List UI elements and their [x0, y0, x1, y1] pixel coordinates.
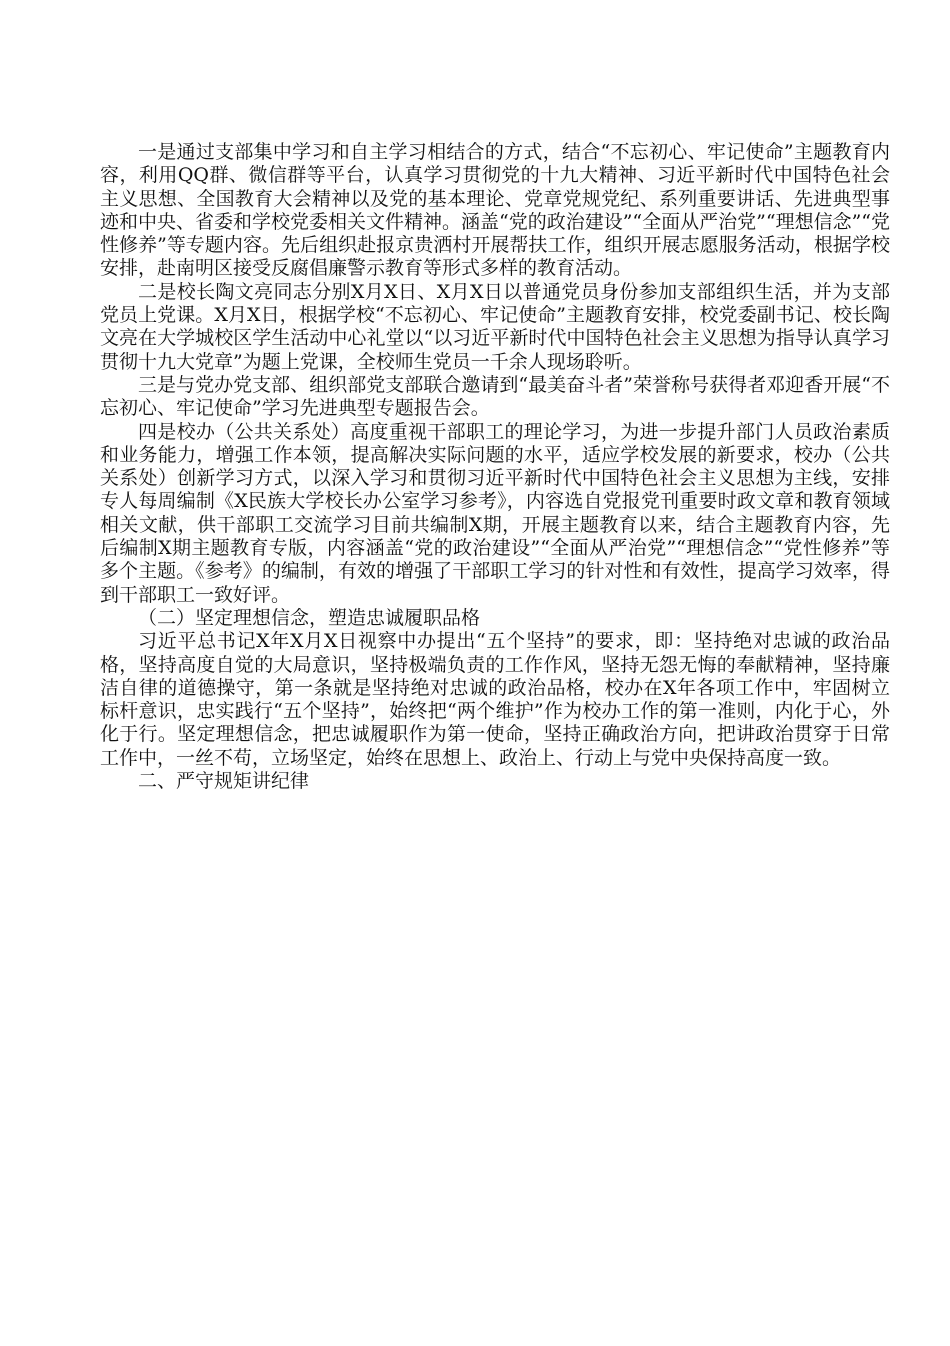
paragraph-item-1: 一是通过支部集中学习和自主学习相结合的方式，结合“不忘初心、牢记使命”主题教育内容，利用QQ群、微信群等平台，认真学习贯彻党的十九大精神、习近平新时代中国特色社会主义思想、全国教育大会精神以及党的基本理论、党章党规党纪、系列重要讲话、先进典型事迹和中央、省委和学校党委相关文件精神。涵盖“党的政治建设”“全面从严治党”“理想信念”“党性修养”等专题内容。先后组织赴报京贵洒村开展帮扶工作，组织开展志愿服务活动，根据学校安排，赴南明区接受反腐倡廉警示教育等形式多样的教育活动。: [100, 141, 890, 280]
paragraph-item-2: 二是校长陶文亮同志分别X月X日、X月X日以普通党员身份参加支部组织生活，并为支部党员上党课。X月X日，根据学校“不忘初心、牢记使命”主题教育安排，校党委副书记、校长陶文亮在大学城校区学生活动中心礼堂以“以习近平新时代中国特色社会主义思想为指导认真学习贯彻十九大党章”为题上党课，全校师生党员一千余人现场聆听。: [100, 280, 890, 373]
section-heading-main-2: 二、严守规矩讲纪律: [138, 770, 310, 793]
paragraph-item-3: 三是与党办党支部、组织部党支部联合邀请到“最美奋斗者”荣誉称号获得者邓迎香开展“不忘初心、牢记使命”学习先进典型专题报告会。: [100, 373, 890, 420]
section-heading-2: （二）坚定理想信念，塑造忠诚履职品格: [138, 606, 481, 629]
document-body: [100, 141, 890, 793]
paragraph-item-4: 四是校办（公共关系处）高度重视干部职工的理论学习，为进一步提升部门人员政治素质和业务能力，增强工作本领，提高解决实际问题的水平，适应学校发展的新要求，校办（公共关系处）创新学习方式，以深入学习和贯彻习近平新时代中国特色社会主义思想为主线，安排专人每周编制《X民族大学校长办公室学习参考》，内容选自党报党刊重要时政文章和教育领域相关文献，供干部职工交流学习目前共编制X期，开展主题教育以来，结合主题教育内容，先后编制X期主题教育专版，内容涵盖“党的政治建设”“全面从严治党”“理想信念”“党性修养”等多个主题。《参考》的编制，有效的增强了干部职工学习的针对性和有效性，提高学习效率，得到干部职工一致好评。: [100, 420, 890, 606]
paragraph-item-5: 习近平总书记X年X月X日视察中办提出“五个坚持”的要求，即：坚持绝对忠诚的政治品格，坚持高度自觉的大局意识，坚持极端负责的工作作风，坚持无怨无悔的奉献精神，坚持廉洁自律的道德操守，第一条就是坚持绝对忠诚的政治品格，校办在X年各项工作中，牢固树立标杆意识，忠实践行“五个坚持”，始终把“两个维护”作为校办工作的第一准则，内化于心，外化于行。坚定理想信念，把忠诚履职作为第一使命，坚持正确政治方向，把讲政治贯穿于日常工作中，一丝不苟，立场坚定，始终在思想上、政治上、行动上与党中央保持高度一致。: [100, 630, 890, 769]
